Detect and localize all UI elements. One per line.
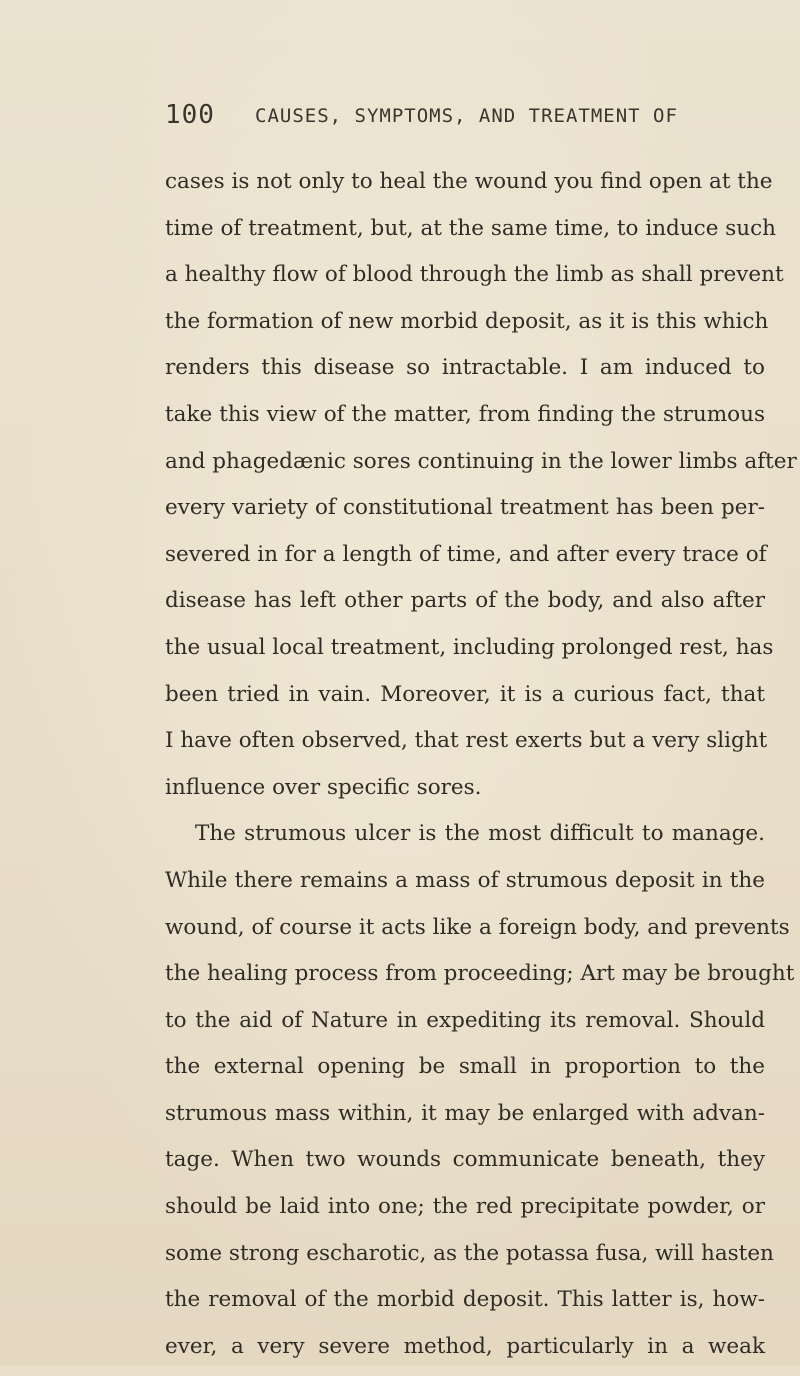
paragraph-start-line: The strumous ulcer is the most difficult to manage. [195,821,765,847]
running-head [165,100,765,136]
text-line: the formation of new morbid deposit, as it is this which [165,308,769,334]
text-line: should be laid into one; the red precipitate powder, or [165,1194,765,1220]
paragraph-end-line: influence over specific sores. [165,774,482,800]
running-title: CAUSES, SYMPTOMS, AND TREATMENT OF [255,105,678,127]
text-line: been tried in vain. Moreover, it is a curious fact, that [165,681,765,707]
text-line: disease has left other parts of the body, and also after [165,588,765,614]
text-line: While there remains a mass of strumous deposit in the [165,867,765,893]
page-number: 100 [165,100,215,130]
text-line: strumous mass within, it may be enlarged with advan- [165,1100,765,1126]
text-line: the external opening be small in proportion to the [165,1054,765,1080]
text-line: every variety of constitutional treatment has been per- [165,495,765,521]
text-line: and phagedænic sores continuing in the lower limbs after [165,448,797,474]
text-line: renders this disease so intractable. I am induced to [165,355,765,381]
text-line: the usual local treatment, including prolonged rest, has [165,634,774,660]
text-line: a healthy flow of blood through the limb as shall prevent [165,262,784,288]
body-text [165,165,797,1376]
text-line: wound, of course it acts like a foreign body, and prevents [165,914,790,940]
text-line: I have often observed, that rest exerts but a very slight [165,728,768,754]
text-line: the healing process from proceeding; Art may be brought [165,961,795,987]
text-line: cases is not only to heal the wound you find open at the [165,169,773,194]
text-line: take this view of the matter, from finding the strumous [165,401,765,427]
text-line: to the aid of Nature in expediting its removal. Should [165,1007,765,1033]
text-line: ever, a very severe method, particularly in a weak [165,1333,765,1359]
text-line: time of treatment, but, at the same time, to induce such [165,215,777,241]
text-line: tage. When two wounds communicate beneath, they [165,1147,765,1173]
text-line: the removal of the morbid deposit. This latter is, how- [165,1287,765,1313]
text-line: severed in for a length of time, and after every trace of [165,541,767,567]
text-line: some strong escharotic, as the potassa fusa, will hasten [165,1240,774,1266]
